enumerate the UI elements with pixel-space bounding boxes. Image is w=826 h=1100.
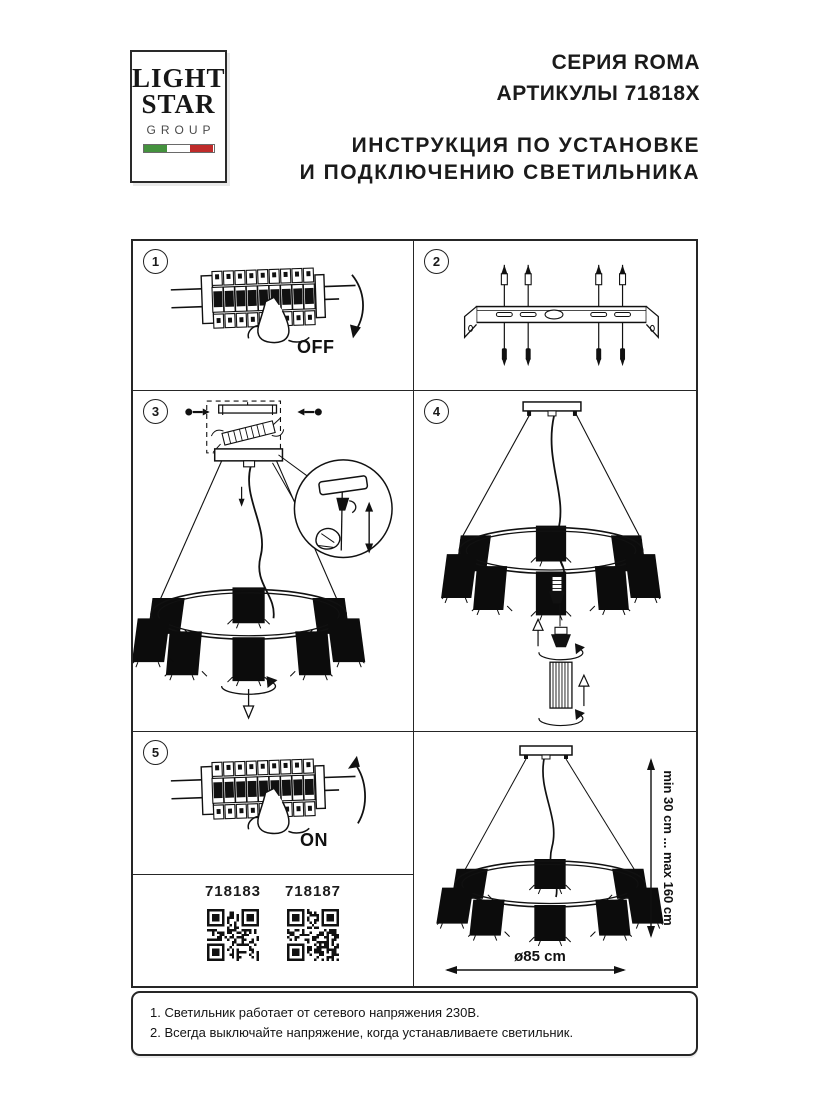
arrow-up-icon xyxy=(348,756,365,824)
breaker-off-illustration xyxy=(133,241,413,390)
step-1-badge: 1 xyxy=(143,249,168,274)
header-text xyxy=(300,47,700,186)
rotate-arrow-icon-2 xyxy=(539,709,585,725)
height-range-label: min 30 cm ... max 160 cm xyxy=(661,770,676,926)
suspension-cable-left xyxy=(460,414,530,541)
suspension-cable-left xyxy=(159,461,222,602)
suspension-cable-right xyxy=(566,759,639,877)
qr-label-718187: 718187 xyxy=(284,883,342,900)
italy-flag-icon xyxy=(143,144,215,153)
down-arrow-icon xyxy=(244,689,254,718)
note-2: 2. Всегда выключайте напряжение, когда устанавливаете светильник. xyxy=(150,1025,574,1040)
qr-item-718187 xyxy=(282,883,344,961)
side-screw-left-icon xyxy=(185,409,209,416)
qr-code-718183 xyxy=(207,909,259,961)
series-title: СЕРИЯ ROMA xyxy=(551,51,700,74)
suspension-cable-left xyxy=(461,759,526,877)
articles-title: АРТИКУЛЫ 71818X xyxy=(496,82,700,105)
notes-box xyxy=(131,991,698,1056)
chandelier-assembly-illustration xyxy=(414,391,696,731)
page-title xyxy=(300,132,700,186)
logo-light: LIGHT xyxy=(132,63,226,93)
step-5-panel xyxy=(133,732,414,875)
on-label: ON xyxy=(300,830,328,850)
canopy xyxy=(215,449,283,461)
qr-row xyxy=(133,875,413,961)
title-line-2: И ПОДКЛЮЧЕНИЮ СВЕТИЛЬНИКА xyxy=(299,161,700,184)
bracket-bar xyxy=(465,307,659,338)
chandelier-ring xyxy=(133,587,365,686)
mounting-bracket-illustration xyxy=(414,241,696,390)
ceiling-install-illustration xyxy=(133,391,413,731)
chandelier-ring xyxy=(441,526,661,621)
mounting-plate xyxy=(219,405,277,413)
qr-label-718183: 718183 xyxy=(204,883,262,900)
dimension-illustration xyxy=(414,732,696,986)
step-4-panel xyxy=(414,391,696,732)
flag-red xyxy=(190,145,213,152)
side-screw-right-icon xyxy=(297,409,321,416)
canopy xyxy=(523,402,581,411)
off-label: OFF xyxy=(297,337,335,357)
chandelier-ring xyxy=(436,859,663,946)
canopy xyxy=(520,746,572,755)
step-5-badge: 5 xyxy=(143,740,168,765)
qr-item-718183 xyxy=(202,883,264,961)
cable-adjuster-detail xyxy=(294,460,392,558)
arrow-down-icon xyxy=(350,275,363,339)
suspension-cable-right xyxy=(576,414,642,541)
up-arrow-icon-2 xyxy=(579,675,589,706)
lamp-shade-cylinder xyxy=(550,662,572,708)
note-1: 1. Светильник работает от сетевого напряжения 230В. xyxy=(150,1005,480,1020)
lightstar-logo xyxy=(130,50,227,183)
step-3-panel xyxy=(133,391,414,732)
logo-star: STAR xyxy=(141,89,216,119)
screw-icons xyxy=(501,265,625,307)
step-2-badge: 2 xyxy=(424,249,449,274)
step-2-panel xyxy=(414,241,696,391)
diameter-label: ø85 cm xyxy=(514,948,566,965)
step-3-badge: 3 xyxy=(143,399,168,424)
step-grid xyxy=(131,239,698,988)
up-arrow-icon xyxy=(533,619,543,646)
step-1-panel xyxy=(133,241,414,391)
logo-group: GROUP xyxy=(146,123,216,137)
title-line-1: ИНСТРУКЦИЯ ПО УСТАНОВКЕ xyxy=(351,134,700,157)
dimension-panel xyxy=(414,732,696,986)
wiring-terminal xyxy=(208,415,284,452)
flag-white xyxy=(167,145,190,152)
step-4-badge: 4 xyxy=(424,399,449,424)
diameter-dimension-arrow xyxy=(445,966,626,974)
flag-green xyxy=(144,145,167,152)
breaker-on-illustration xyxy=(133,732,413,874)
qr-panel xyxy=(133,875,414,986)
anchor-icons xyxy=(502,322,625,366)
lamp-socket xyxy=(551,627,571,647)
qr-code-718187 xyxy=(287,909,339,961)
